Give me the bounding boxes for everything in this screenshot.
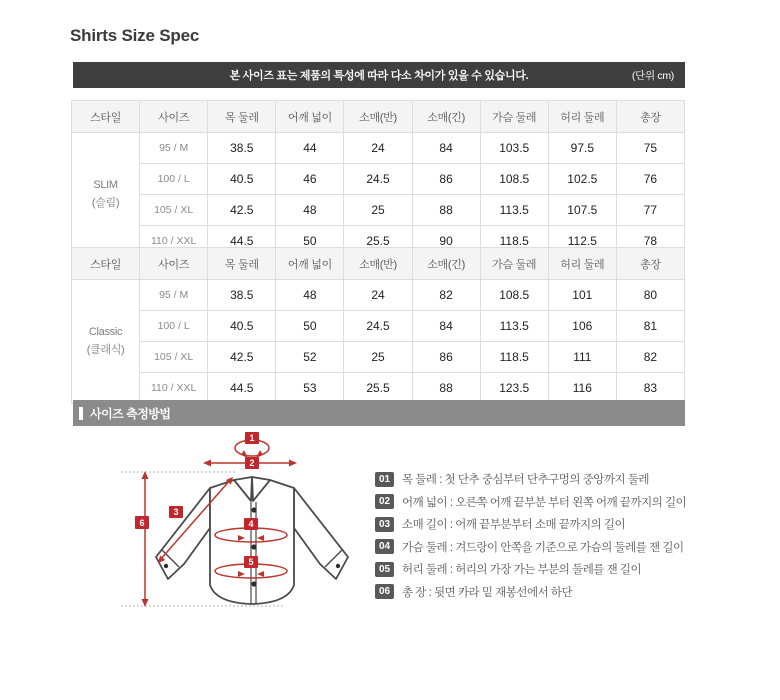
measurement-value-cell: 86 bbox=[412, 164, 480, 195]
measurement-value-cell: 48 bbox=[276, 195, 344, 226]
size-cell: 100 / L bbox=[140, 311, 208, 342]
diagram-label-length: 6 bbox=[139, 518, 145, 528]
measurement-value-cell: 50 bbox=[276, 226, 344, 257]
measurement-value-cell: 75 bbox=[616, 133, 684, 164]
measurement-value-cell: 107.5 bbox=[548, 195, 616, 226]
measurement-value-cell: 52 bbox=[276, 342, 344, 373]
measurement-value-cell: 116 bbox=[548, 373, 616, 404]
table-row bbox=[72, 342, 685, 373]
measurement-value-cell: 108.5 bbox=[480, 164, 548, 195]
measurement-value-cell: 106 bbox=[548, 311, 616, 342]
measurement-value-cell: 108.5 bbox=[480, 280, 548, 311]
size-table-classic bbox=[71, 247, 685, 404]
section-marker-icon bbox=[79, 407, 83, 420]
measurement-value-cell: 113.5 bbox=[480, 195, 548, 226]
measurement-value-cell: 24.5 bbox=[344, 311, 412, 342]
measurement-value-cell: 88 bbox=[412, 373, 480, 404]
measurement-value-cell: 24.5 bbox=[344, 164, 412, 195]
measurement-value-cell: 90 bbox=[412, 226, 480, 257]
measurement-value-cell: 84 bbox=[412, 311, 480, 342]
table-row bbox=[72, 311, 685, 342]
column-header: 허리 둘레 bbox=[548, 101, 616, 133]
measure-item bbox=[375, 539, 685, 555]
shirt-measurement-diagram bbox=[104, 427, 366, 655]
measure-item-text: 목 둘레 : 첫 단추 중심부터 단추구멍의 중앙까지 둘레 bbox=[402, 474, 650, 486]
measurement-value-cell: 111 bbox=[548, 342, 616, 373]
column-header: 가슴 둘레 bbox=[480, 248, 548, 280]
column-header: 소매(반) bbox=[344, 101, 412, 133]
measure-section-title: 사이즈 측정방법 bbox=[90, 406, 171, 421]
table-row bbox=[72, 164, 685, 195]
measurement-value-cell: 82 bbox=[412, 280, 480, 311]
size-cell: 100 / L bbox=[140, 164, 208, 195]
measure-item-number-badge: 01 bbox=[375, 472, 394, 487]
measurement-value-cell: 123.5 bbox=[480, 373, 548, 404]
column-header: 어깨 넓이 bbox=[276, 101, 344, 133]
measurement-value-cell: 118.5 bbox=[480, 226, 548, 257]
measurement-value-cell: 44 bbox=[276, 133, 344, 164]
column-header: 소매(긴) bbox=[412, 248, 480, 280]
measurement-value-cell: 77 bbox=[616, 195, 684, 226]
measurement-value-cell: 40.5 bbox=[208, 164, 276, 195]
measurement-value-cell: 103.5 bbox=[480, 133, 548, 164]
size-table-slim bbox=[71, 100, 685, 257]
measurement-value-cell: 82 bbox=[616, 342, 684, 373]
measurement-value-cell: 80 bbox=[616, 280, 684, 311]
measurement-value-cell: 25 bbox=[344, 195, 412, 226]
column-header: 허리 둘레 bbox=[548, 248, 616, 280]
measurement-value-cell: 97.5 bbox=[548, 133, 616, 164]
measurement-value-cell: 25 bbox=[344, 342, 412, 373]
measurement-value-cell: 46 bbox=[276, 164, 344, 195]
measurement-value-cell: 88 bbox=[412, 195, 480, 226]
measure-section-header bbox=[73, 400, 685, 426]
measurement-value-cell: 38.5 bbox=[208, 280, 276, 311]
measurement-value-cell: 86 bbox=[412, 342, 480, 373]
measure-item bbox=[375, 516, 685, 532]
size-cell: 110 / XXL bbox=[140, 226, 208, 257]
column-header: 목 둘레 bbox=[208, 248, 276, 280]
measure-item-number-badge: 02 bbox=[375, 494, 394, 509]
size-cell: 105 / XL bbox=[140, 342, 208, 373]
measurement-value-cell: 42.5 bbox=[208, 195, 276, 226]
measurement-value-cell: 48 bbox=[276, 280, 344, 311]
measurement-value-cell: 101 bbox=[548, 280, 616, 311]
diagram-label-shoulder: 2 bbox=[249, 458, 255, 468]
diagram-label-sleeve: 3 bbox=[173, 507, 179, 517]
measure-list bbox=[375, 471, 685, 606]
measure-item-number-badge: 03 bbox=[375, 517, 394, 532]
measure-item-number-badge: 05 bbox=[375, 562, 394, 577]
column-header: 사이즈 bbox=[140, 101, 208, 133]
header-row bbox=[72, 101, 685, 133]
measurement-value-cell: 76 bbox=[616, 164, 684, 195]
measurement-value-cell: 84 bbox=[412, 133, 480, 164]
header-row bbox=[72, 248, 685, 280]
column-header: 목 둘레 bbox=[208, 101, 276, 133]
measurement-value-cell: 40.5 bbox=[208, 311, 276, 342]
measurement-value-cell: 78 bbox=[616, 226, 684, 257]
size-cell: 95 / M bbox=[140, 280, 208, 311]
column-header: 총장 bbox=[616, 101, 684, 133]
measure-item bbox=[375, 471, 685, 487]
measurement-value-cell: 53 bbox=[276, 373, 344, 404]
measure-item-text: 가슴 둘레 : 겨드랑이 안쪽을 기준으로 가슴의 둘레를 잰 길이 bbox=[402, 541, 684, 554]
measure-item bbox=[375, 494, 685, 510]
measure-item-text: 소매 길이 : 어깨 끝부분부터 소매 끝까지의 길이 bbox=[402, 519, 626, 531]
column-header: 사이즈 bbox=[140, 248, 208, 280]
measurement-value-cell: 44.5 bbox=[208, 226, 276, 257]
table-row bbox=[72, 133, 685, 164]
column-header: 가슴 둘레 bbox=[480, 101, 548, 133]
column-header: 소매(반) bbox=[344, 248, 412, 280]
measurement-value-cell: 50 bbox=[276, 311, 344, 342]
measure-item-number-badge: 06 bbox=[375, 584, 394, 599]
measure-item-text: 총 장 : 뒷면 카라 밑 재봉선에서 하단 bbox=[402, 586, 573, 599]
measurement-value-cell: 25.5 bbox=[344, 226, 412, 257]
column-header: 총장 bbox=[616, 248, 684, 280]
diagram-label-neck: 1 bbox=[249, 433, 255, 443]
diagram-label-waist: 5 bbox=[248, 557, 254, 567]
size-cell: 110 / XXL bbox=[140, 373, 208, 404]
measurement-value-cell: 102.5 bbox=[548, 164, 616, 195]
column-header: 스타일 bbox=[72, 248, 140, 280]
table-row bbox=[72, 195, 685, 226]
table-row bbox=[72, 373, 685, 404]
measure-item-text: 허리 둘레 : 허리의 가장 가는 부분의 둘레를 잰 길이 bbox=[402, 564, 642, 576]
measurement-value-cell: 112.5 bbox=[548, 226, 616, 257]
unit-label: (단위 cm) bbox=[631, 69, 674, 82]
measurement-value-cell: 113.5 bbox=[480, 311, 548, 342]
measurement-value-cell: 24 bbox=[344, 133, 412, 164]
table-row bbox=[72, 280, 685, 311]
column-header: 어깨 넓이 bbox=[276, 248, 344, 280]
measure-item-number-badge: 04 bbox=[375, 539, 394, 554]
measurement-value-cell: 25.5 bbox=[344, 373, 412, 404]
diagram-label-chest: 4 bbox=[248, 519, 254, 529]
style-cell: SLIM (슬림) bbox=[72, 133, 140, 257]
page-title: Shirts Size Spec bbox=[70, 26, 200, 45]
notice-bar bbox=[73, 62, 685, 88]
notice-text: 본 사이즈 표는 제품의 특성에 따라 다소 차이가 있을 수 있습니다. bbox=[229, 70, 529, 82]
measurement-value-cell: 24 bbox=[344, 280, 412, 311]
size-cell: 95 / M bbox=[140, 133, 208, 164]
measurement-value-cell: 81 bbox=[616, 311, 684, 342]
measurement-value-cell: 118.5 bbox=[480, 342, 548, 373]
measurement-value-cell: 83 bbox=[616, 373, 684, 404]
measure-item-text: 어깨 넓이 : 오른쪽 어깨 끝부분 부터 왼쪽 어깨 끝까지의 길이 bbox=[402, 496, 687, 509]
measurement-value-cell: 44.5 bbox=[208, 373, 276, 404]
measure-item bbox=[375, 561, 685, 577]
column-header: 스타일 bbox=[72, 101, 140, 133]
measurement-value-cell: 38.5 bbox=[208, 133, 276, 164]
style-cell: Classic (클래식) bbox=[72, 280, 140, 404]
measure-item bbox=[375, 584, 685, 600]
size-cell: 105 / XL bbox=[140, 195, 208, 226]
measurement-value-cell: 42.5 bbox=[208, 342, 276, 373]
column-header: 소매(긴) bbox=[412, 101, 480, 133]
